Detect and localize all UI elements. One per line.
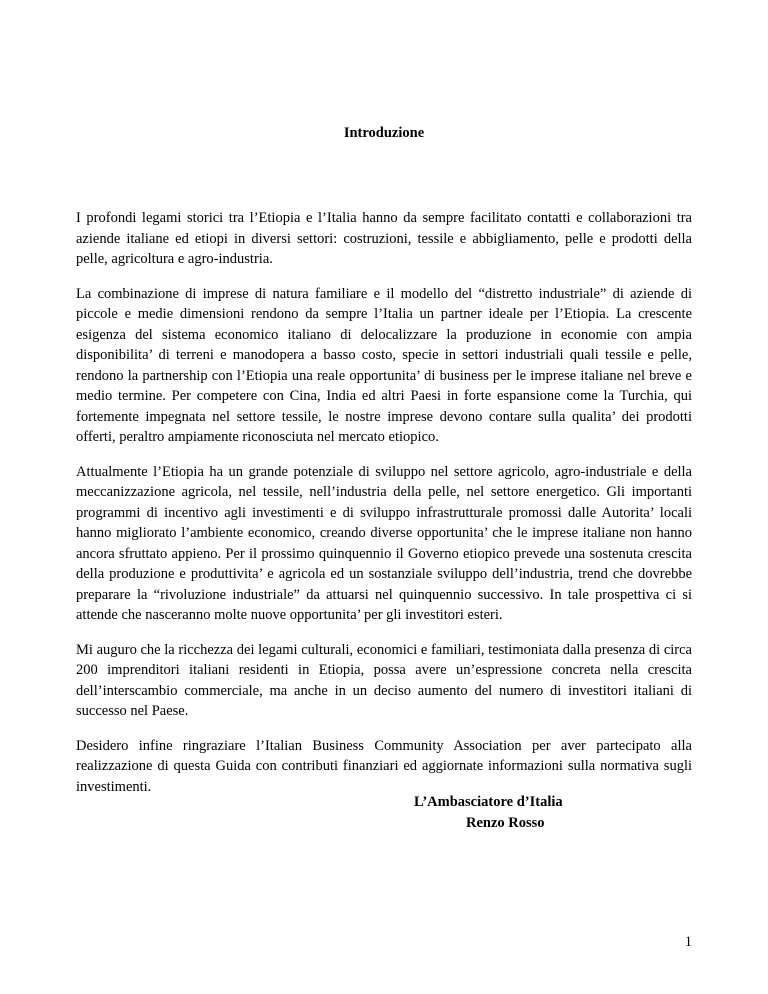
signature-block [384,792,624,833]
document-body [76,208,692,811]
signature-name: Renzo Rosso [466,814,545,831]
page-title: Introduzione [343,125,425,141]
paragraph-5: Desidero infine ringraziare l’Italian Business Community Association per aver partecipato alla realizzazione di questa Guida con contributi finanziari ed aggiornate informazioni sulla normativa sugli investimenti. [76,737,692,795]
paragraph-4: Mi auguro che la ricchezza dei legami culturali, economici e familiari, testimoniata dalla presenza di circa 200 imprenditori italiani residenti in Etiopia, possa avere un’espressione concreta nella crescita dell’interscambio commerciale, ma anche in un deciso aumento del numero di investitori italiani di successo nel Paese. [76,641,692,719]
paragraph-3: Attualmente l’Etiopia ha un grande potenziale di sviluppo nel settore agricolo, agro-industriale e della meccanizzazione agricola, nel tessile, nell’industria della pelle, nel settore energetico. Gli importanti programmi di incentivo agli investimenti e di sviluppo infrastrutturale promossi dalle Autorita’ locali hanno migliorato l’ambiente economico, creando diverse opportunita’ che le imprese italiane non hanno ancora sfruttato appieno. Per il prossimo quinquennio il Governo etiopico prevede una sostenuta crescita della produzione e produttivita’ e agricola ed un sostanziale sviluppo dell’industria, trend che dovrebbe preparare la “rivoluzione industriale” da attuarsi nel quinquennio successivo. In tale prospettiva ci si attende che nasceranno molte nuove opportunita’ per gli investitori esteri. [76,463,692,623]
paragraph-2: La combinazione di imprese di natura familiare e il modello del “distretto industriale” di aziende di piccole e medie dimensioni rendono da sempre l’Italia un partner ideale per l’Etiopia. La crescente esigenza del sistema economico italiano di delocalizzare la produzione in economie con ampia disponibilita’ di terreni e manodopera a basso costo, specie in settori industriali quali tessile e pelle, rendono la partnership con l’Etiopia una reale opportunita’ di business per le imprese italiane nel breve e medio termine. Per competere con Cina, India ed altri Paesi in forte espansione come la Turchia, qui fortemente impegnata nel settore tessile, le nostre imprese devono contare sulla qualita’ dei prodotti offerti, peraltro ampiamente riconosciuta nel mercato etiopico. [76,285,692,445]
signature-role: L’Ambasciatore d’Italia [414,794,563,810]
page-number: 1 [684,934,692,950]
paragraph-1: I profondi legami storici tra l’Etiopia e l’Italia hanno da sempre facilitato contatti e collaborazioni tra aziende italiane ed etiopi in diversi settori: costruzioni, tessile e abbigliamento, pelle e prodotti della pelle, agricoltura e agro-industria. [76,210,692,267]
